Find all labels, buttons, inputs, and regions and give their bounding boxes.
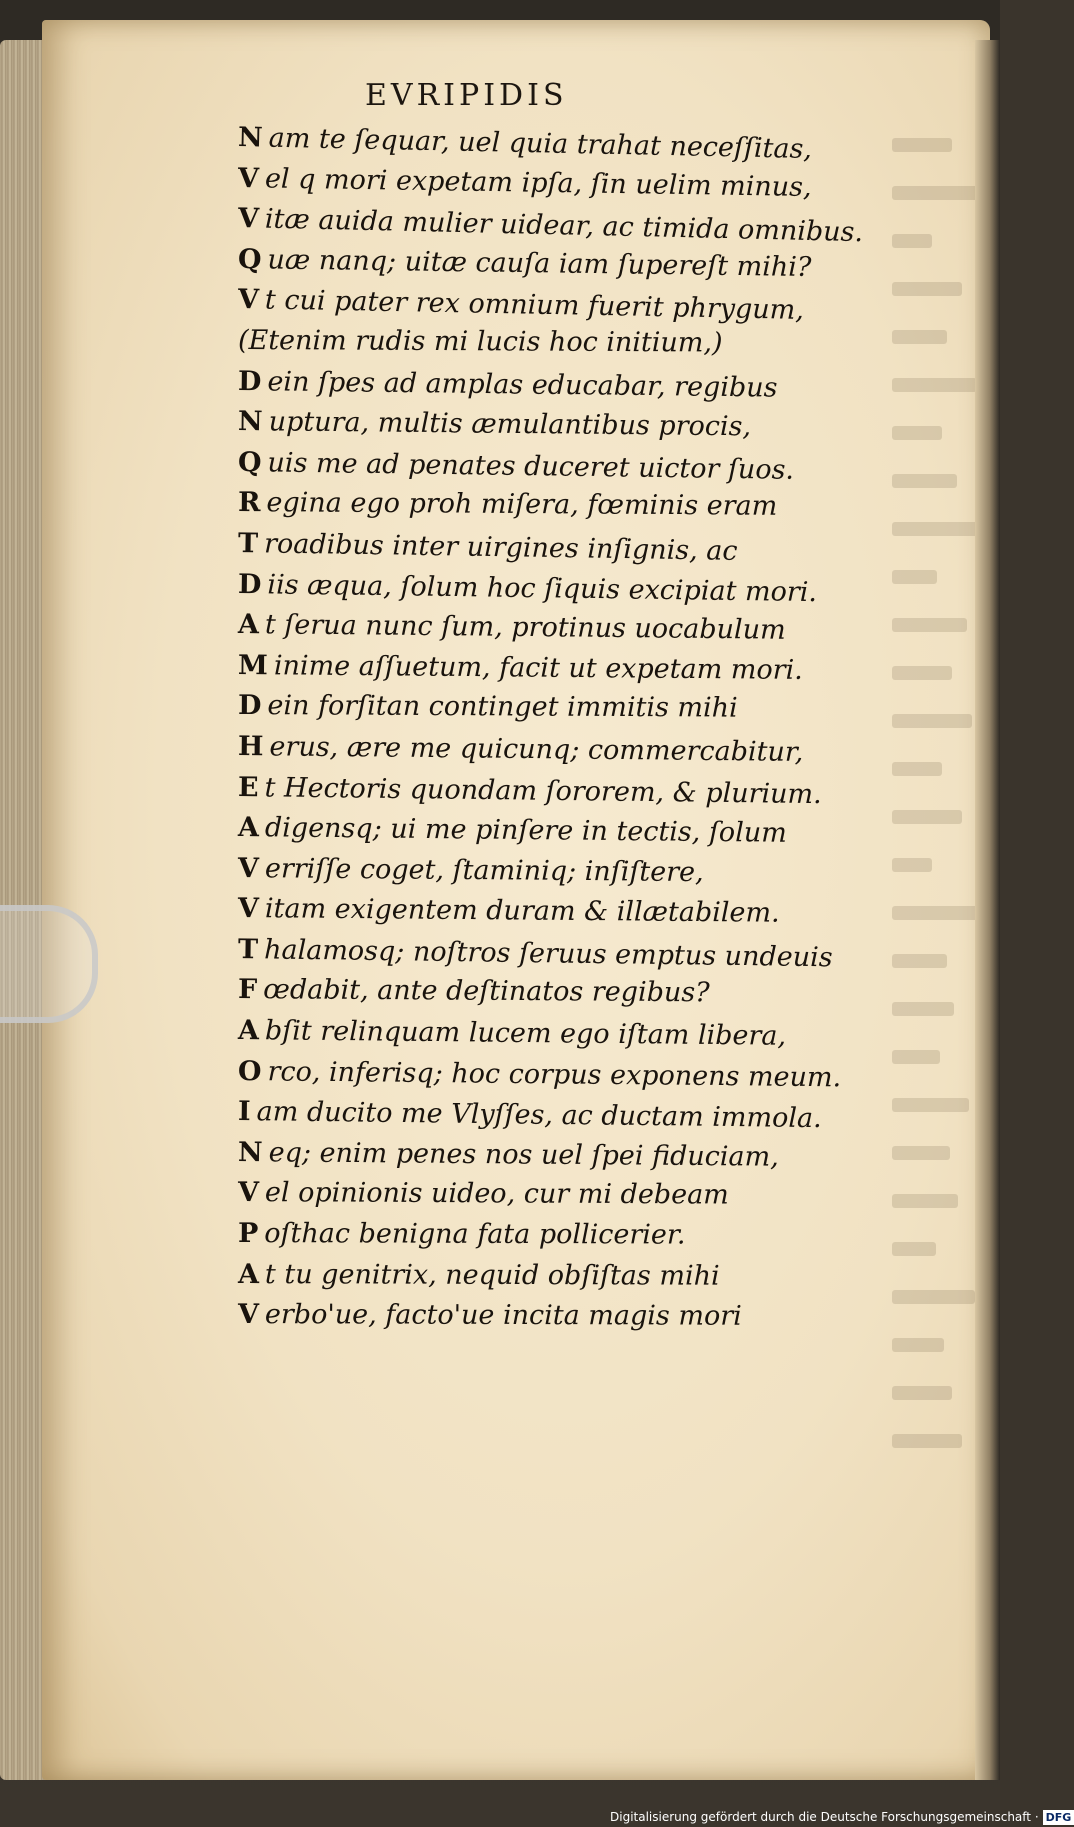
verse-text: t tu genitrix, nequid obſiſtas mihi [264,1258,720,1292]
verse-line [238,605,938,653]
verse-text: uis me ad penates duceret uictor ſuos. [267,447,795,486]
verse-initial: V [237,852,260,884]
verse-initial: I [237,1096,251,1128]
verse-text: erus, ære me quicunq; commercabitur, [269,731,804,768]
verse-text: am te ſequar, uel quia trahat neceſſitas, [268,122,813,166]
verse-initial: H [237,730,264,763]
verse-text: halamosq; noſtros ſeruus emptus undeuis [263,934,833,974]
verse-initial: N [237,122,264,154]
verse-text: el opinionis uideo, cur mi debeam [264,1177,729,1212]
verse-line [238,849,938,896]
verse-initial: M [237,649,269,681]
verse-initial: O [237,1055,262,1087]
verse-line [238,1255,938,1298]
verse-initial: D [237,365,262,397]
verse-initial: N [237,1136,263,1169]
verse-initial: A [237,1258,260,1290]
verse-initial: A [237,609,260,641]
verse-text: oſthac benigna fata pollicerier. [264,1218,686,1251]
verse-text: t cui pater rex omnium fuerit phrygum, [264,284,805,327]
verse-line [238,1214,938,1257]
verse-text: erriſſe coget, ſtaminiq; inſiſtere, [264,852,704,888]
verse-text: rco, inferisq; hoc corpus exponens meum. [267,1055,842,1093]
verse-line [238,1133,938,1180]
verse-text: uæ nanq; uitæ cauſa iam ſupereſt mihi? [267,244,812,283]
verse-text: ein ſpes ad amplas educabar, regibus [267,365,778,404]
verse-line [238,321,938,365]
verse-text: digensq; ui me pinſere in tectis, ſolum [264,812,787,849]
verse-initial: P [237,1218,259,1250]
show-through-mark [892,1338,944,1352]
verse-line [238,808,938,856]
verse-initial: A [237,812,260,844]
verse-initial: T [237,527,259,560]
verse-line [238,686,938,730]
verse-initial: V [237,1177,260,1209]
verse-line [238,970,938,1015]
verse-block [238,118,938,1336]
verse-text: roadibus inter uirgines inſignis, ac [263,528,738,567]
verse-initial: F [237,974,258,1006]
verse-text: uptura, multis æmulantibus procis, [268,406,752,443]
verse-initial: V [237,1299,260,1331]
verse-initial: D [237,568,262,600]
verse-initial: A [237,1015,260,1047]
verse-initial: V [237,162,260,194]
verse-initial: V [237,284,260,316]
verse-text: eq; enim penes nos uel ſpei fiduciam, [268,1137,779,1173]
verse-text: erbo'ue, facto'ue incita magis mori [264,1299,742,1332]
verse-line [238,483,938,528]
verse-text: am ducito me Vlyſſes, ac ductam immola. [256,1096,822,1135]
verse-text: itæ auida mulier uidear, ac timida omnibus. [264,203,864,249]
verse-text: bſit relinquam lucem ego iſtam libera, [264,1015,787,1052]
verse-text: egina ego proh miſera, fœminis eram [266,487,778,523]
show-through-mark [892,1386,952,1400]
verse-text: ein forſitan continget immitis mihi [267,690,738,724]
digitization-credit [610,1808,1072,1827]
verse-text: œdabit, ante deſtinatos regibus? [263,974,710,1009]
verse-text: inime aſſuetum, facit ut expetam mori. [273,650,803,686]
verse-text: itam exigentem duram & illætabilem. [264,893,780,930]
verse-text: iis æqua, ſolum hoc ſiquis excipiat mori. [267,568,818,608]
show-through-mark [892,1434,962,1448]
verse-text: (Etenim rudis mi lucis hoc initium,) [237,324,723,359]
credit-text: Digitalisierung gefördert durch die Deutsche Forschungsgemeinschaft · [610,1810,1039,1824]
verse-initial: V [237,203,260,235]
verse-line [238,402,938,450]
verse-text: t ſerua nunc ſum, protinus uocabulum [264,609,786,646]
verse-initial: V [237,893,260,925]
verse-text: t Hectoris quondam ſororem, & plurium. [264,771,822,810]
dfg-logo: DFG [1043,1810,1074,1825]
running-title: EVRIPIDIS [365,78,568,113]
verse-initial: D [237,690,262,722]
verse-line [238,1295,938,1338]
verse-line [238,727,938,775]
verse-initial: R [237,487,261,519]
verse-initial: N [237,406,263,438]
verse-initial: T [237,933,259,966]
verse-line [238,1011,938,1059]
page-clip [0,905,98,1023]
verse-line [238,889,938,936]
verse-text: el q mori expetam ipſa, ſin uelim minus, [264,163,812,203]
verse-initial: Q [237,243,262,276]
verse-initial: Q [237,446,262,479]
facing-page-edge [975,40,1000,1780]
verse-line [238,1173,938,1217]
verse-initial: E [237,771,259,803]
verse-line [238,646,938,693]
